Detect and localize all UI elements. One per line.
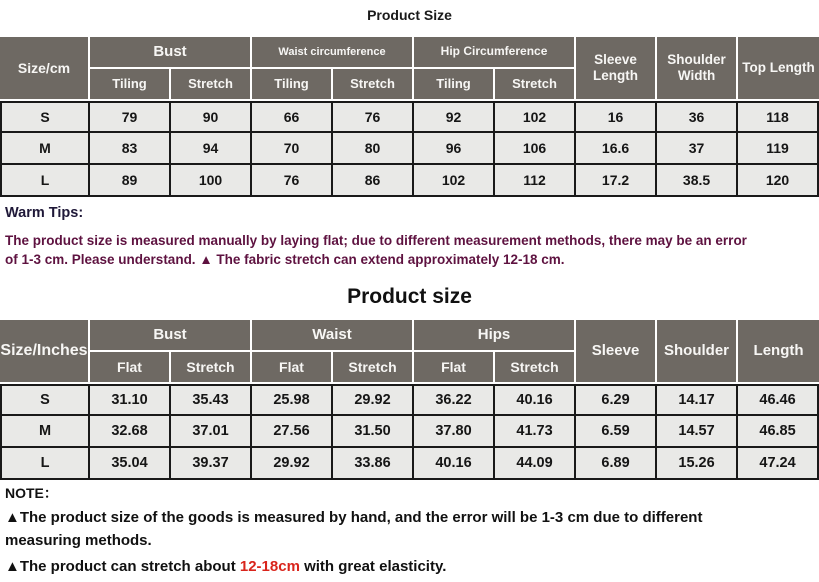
inch-size-label: S bbox=[0, 384, 90, 416]
inch-value-cell: 35.04 bbox=[90, 448, 171, 480]
inch-table-header bbox=[0, 320, 819, 384]
cm-value-cell: 17.2 bbox=[576, 165, 657, 197]
inch-header-length: Length bbox=[738, 320, 819, 384]
cm-value-cell: 106 bbox=[495, 133, 576, 165]
cm-subheader-waist-stretch: Stretch bbox=[333, 69, 414, 101]
inch-table-row bbox=[0, 384, 819, 416]
note-line-2 bbox=[5, 555, 773, 578]
note-line-2-prefix: ▲The product can stretch about bbox=[5, 558, 240, 575]
inch-value-cell: 36.22 bbox=[414, 384, 495, 416]
cm-table-header bbox=[0, 37, 819, 101]
inch-size-table bbox=[0, 320, 819, 480]
cm-value-cell: 86 bbox=[333, 165, 414, 197]
inch-value-cell: 6.29 bbox=[576, 384, 657, 416]
note-line-1: ▲The product size of the goods is measured by hand, and the error will be 1-3 cm due to different measuring methods. bbox=[5, 509, 703, 549]
cm-value-cell: 38.5 bbox=[657, 165, 738, 197]
cm-subheader-hip-stretch: Stretch bbox=[495, 69, 576, 101]
cm-value-cell: 36 bbox=[657, 101, 738, 133]
inch-value-cell: 31.10 bbox=[90, 384, 171, 416]
inch-value-cell: 46.46 bbox=[738, 384, 819, 416]
inch-value-cell: 44.09 bbox=[495, 448, 576, 480]
cm-group-header-hip: Hip Circumference bbox=[414, 37, 576, 69]
inch-group-header-hips: Hips bbox=[414, 320, 576, 352]
inch-value-cell: 46.85 bbox=[738, 416, 819, 448]
cm-size-label: L bbox=[0, 165, 90, 197]
note-heading: NOTE： bbox=[5, 485, 58, 501]
cm-size-label: M bbox=[0, 133, 90, 165]
cm-value-cell: 102 bbox=[495, 101, 576, 133]
inch-value-cell: 29.92 bbox=[333, 384, 414, 416]
cm-value-cell: 89 bbox=[90, 165, 171, 197]
cm-value-cell: 119 bbox=[738, 133, 819, 165]
inch-subheader-bust-flat: Flat bbox=[90, 352, 171, 384]
inch-value-cell: 40.16 bbox=[414, 448, 495, 480]
inch-subheader-bust-stretch: Stretch bbox=[171, 352, 252, 384]
cm-value-cell: 90 bbox=[171, 101, 252, 133]
cm-value-cell: 79 bbox=[90, 101, 171, 133]
cm-value-cell: 96 bbox=[414, 133, 495, 165]
inch-value-cell: 37.01 bbox=[171, 416, 252, 448]
inch-subheader-waist-flat: Flat bbox=[252, 352, 333, 384]
cm-subheader-bust-stretch: Stretch bbox=[171, 69, 252, 101]
inch-table-row bbox=[0, 416, 819, 448]
inch-value-cell: 25.98 bbox=[252, 384, 333, 416]
inch-size-label: M bbox=[0, 416, 90, 448]
inch-group-header-bust: Bust bbox=[90, 320, 252, 352]
inch-value-cell: 47.24 bbox=[738, 448, 819, 480]
inch-value-cell: 29.92 bbox=[252, 448, 333, 480]
inch-header-sleeve: Sleeve bbox=[576, 320, 657, 384]
cm-value-cell: 37 bbox=[657, 133, 738, 165]
note-stretch-range: 12-18cm bbox=[239, 558, 300, 575]
warm-tips-heading: Warm Tips: bbox=[5, 205, 84, 221]
cm-value-cell: 94 bbox=[171, 133, 252, 165]
inch-value-cell: 39.37 bbox=[171, 448, 252, 480]
cm-value-cell: 118 bbox=[738, 101, 819, 133]
cm-value-cell: 100 bbox=[171, 165, 252, 197]
cm-table-row bbox=[0, 165, 819, 197]
inch-value-cell: 6.59 bbox=[576, 416, 657, 448]
cm-value-cell: 92 bbox=[414, 101, 495, 133]
cm-table-row bbox=[0, 133, 819, 165]
cm-subheader-hip-tiling: Tiling bbox=[414, 69, 495, 101]
inch-subheader-hips-flat: Flat bbox=[414, 352, 495, 384]
inch-value-cell: 15.26 bbox=[657, 448, 738, 480]
inch-subheader-hips-stretch: Stretch bbox=[495, 352, 576, 384]
cm-group-header-bust: Bust bbox=[90, 37, 252, 69]
note-section bbox=[0, 483, 819, 578]
inch-value-cell: 6.89 bbox=[576, 448, 657, 480]
cm-value-cell: 80 bbox=[333, 133, 414, 165]
cm-value-cell: 76 bbox=[252, 165, 333, 197]
cm-group-header-waist: Waist circumference bbox=[252, 37, 414, 69]
inch-table-body bbox=[0, 384, 819, 480]
warm-tips-section bbox=[0, 205, 819, 269]
cm-value-cell: 112 bbox=[495, 165, 576, 197]
inch-header-shoulder: Shoulder bbox=[657, 320, 738, 384]
inch-group-header-waist: Waist bbox=[252, 320, 414, 352]
warm-tips-text: The product size is measured manually by laying flat; due to different measurement methods, there may be an error of 1-3 cm. Please understand. ▲ The fabric stretch can extend approximately 12-18 cm. bbox=[5, 233, 747, 267]
cm-header-sleeve-length: Sleeve Length bbox=[576, 37, 657, 101]
cm-table-row bbox=[0, 101, 819, 133]
cm-subheader-bust-tiling: Tiling bbox=[90, 69, 171, 101]
inch-value-cell: 37.80 bbox=[414, 416, 495, 448]
inch-value-cell: 35.43 bbox=[171, 384, 252, 416]
cm-value-cell: 16.6 bbox=[576, 133, 657, 165]
inch-table-title: Product size bbox=[347, 285, 472, 308]
note-line-2-suffix: with great elasticity. bbox=[299, 558, 447, 575]
inch-value-cell: 14.17 bbox=[657, 384, 738, 416]
inch-value-cell: 14.57 bbox=[657, 416, 738, 448]
inch-table-row bbox=[0, 448, 819, 480]
cm-table-title: Product Size bbox=[367, 7, 452, 23]
inch-value-cell: 40.16 bbox=[495, 384, 576, 416]
cm-corner-header: Size/cm bbox=[0, 37, 90, 101]
inch-value-cell: 41.73 bbox=[495, 416, 576, 448]
cm-value-cell: 102 bbox=[414, 165, 495, 197]
cm-table-body bbox=[0, 101, 819, 197]
cm-value-cell: 83 bbox=[90, 133, 171, 165]
inch-size-label: L bbox=[0, 448, 90, 480]
inch-subheader-waist-stretch: Stretch bbox=[333, 352, 414, 384]
cm-value-cell: 76 bbox=[333, 101, 414, 133]
cm-header-top-length: Top Length bbox=[738, 37, 819, 101]
inch-value-cell: 32.68 bbox=[90, 416, 171, 448]
cm-value-cell: 70 bbox=[252, 133, 333, 165]
cm-subheader-waist-tiling: Tiling bbox=[252, 69, 333, 101]
cm-size-table bbox=[0, 37, 819, 197]
cm-value-cell: 66 bbox=[252, 101, 333, 133]
inch-corner-header: Size/Inches bbox=[0, 320, 90, 384]
inch-value-cell: 33.86 bbox=[333, 448, 414, 480]
cm-size-label: S bbox=[0, 101, 90, 133]
cm-value-cell: 16 bbox=[576, 101, 657, 133]
inch-value-cell: 27.56 bbox=[252, 416, 333, 448]
cm-value-cell: 120 bbox=[738, 165, 819, 197]
cm-header-shoulder-width: Shoulder Width bbox=[657, 37, 738, 101]
inch-value-cell: 31.50 bbox=[333, 416, 414, 448]
